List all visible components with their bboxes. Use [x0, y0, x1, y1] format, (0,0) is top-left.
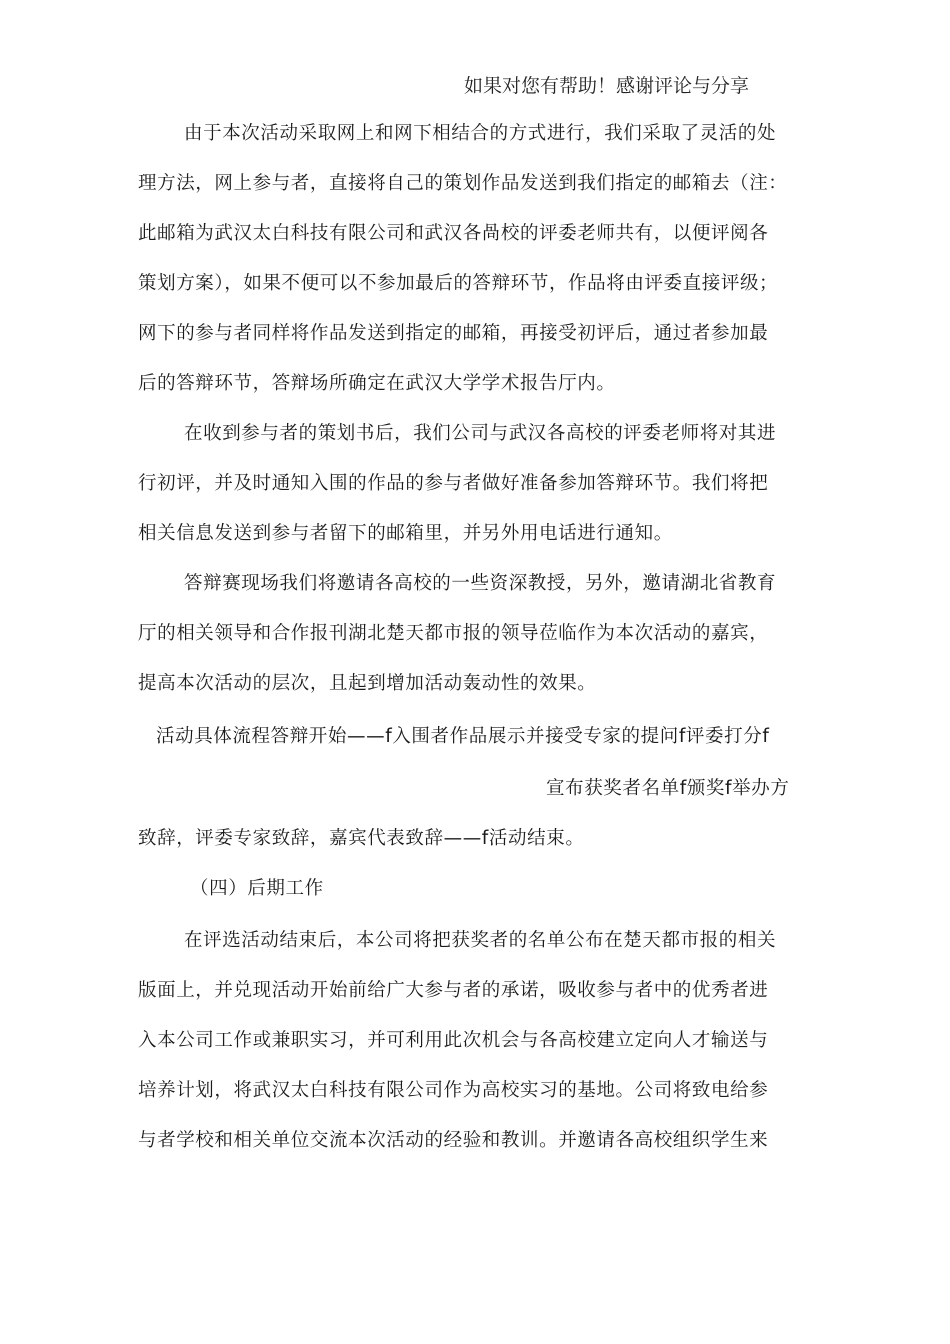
paragraph-line: 在评选活动结束后，本公司将把获奖者的名单公布在楚天都市报的相关 [184, 930, 777, 951]
header-note: 如果对您有帮助！感谢评论与分享 [464, 75, 750, 97]
paragraph-line: 相关信息发送到参与者留下的邮箱里，并另外用电话进行通知。 [138, 523, 673, 544]
paragraph-line: 入本公司工作或兼职实习，并可利用此次机会与各高校建立定向人才输送与 [138, 1030, 769, 1051]
paragraph-line: 版面上，并兑现活动开始前给广大参与者的承诺，吸收参与者中的优秀者进 [138, 980, 769, 1001]
paragraph-line: 后的答辩环节，答辩场所确定在武汉大学学术报告厅内。 [138, 373, 616, 394]
paragraph-line: 理方法，网上参与者，直接将自己的策划作品发送到我们指定的邮箱去（注： [138, 173, 788, 194]
paragraph-line: 由于本次活动采取网上和网下相结合的方式进行，我们采取了灵活的处 [184, 123, 777, 144]
paragraph-line: 此邮箱为武汉太白科技有限公司和武汉各咼校的评委老师共有，以便评阅各 [138, 223, 769, 244]
process-flow-line: 宣布获奖者名单f颁奖f举办方 [546, 778, 790, 799]
process-flow-line: 致辞，评委专家致辞，嘉宾代表致辞——f活动结束。 [138, 828, 585, 849]
paragraph-line: 在收到参与者的策划书后，我们公司与武汉各高校的评委老师将对其进 [184, 423, 777, 444]
paragraph-line: 培养计划，将武汉太白科技有限公司作为高校实习的基地。公司将致电给参 [138, 1080, 769, 1101]
paragraph-line: 提高本次活动的层次，且起到增加活动轰动性的效果。 [138, 673, 597, 694]
process-flow-line: 活动具体流程答辩开始——f入围者作品展示并接受专家的提问f评委打分f [156, 726, 770, 747]
paragraph-line: 厅的相关领导和合作报刊湖北楚天都市报的领导莅临作为本次活动的嘉宾， [138, 623, 769, 644]
paragraph-line: 策划方案），如果不便可以不参加最后的答辩环节，作品将由评委直接评级； [138, 273, 779, 294]
section-heading: （四）后期工作 [190, 878, 324, 899]
paragraph-line: 与者学校和相关单位交流本次活动的经验和教训。并邀请各高校组织学生来 [138, 1130, 769, 1151]
paragraph-line: 行初评，并及时通知入围的作品的参与者做好准备参加答辩环节。我们将把 [138, 473, 769, 494]
paragraph-line: 答辩赛现场我们将邀请各高校的一些资深教授，另外，邀请湖北省教育 [184, 573, 777, 594]
paragraph-line: 网下的参与者同样将作品发送到指定的邮箱，再接受初评后，通过者参加最 [138, 323, 769, 344]
